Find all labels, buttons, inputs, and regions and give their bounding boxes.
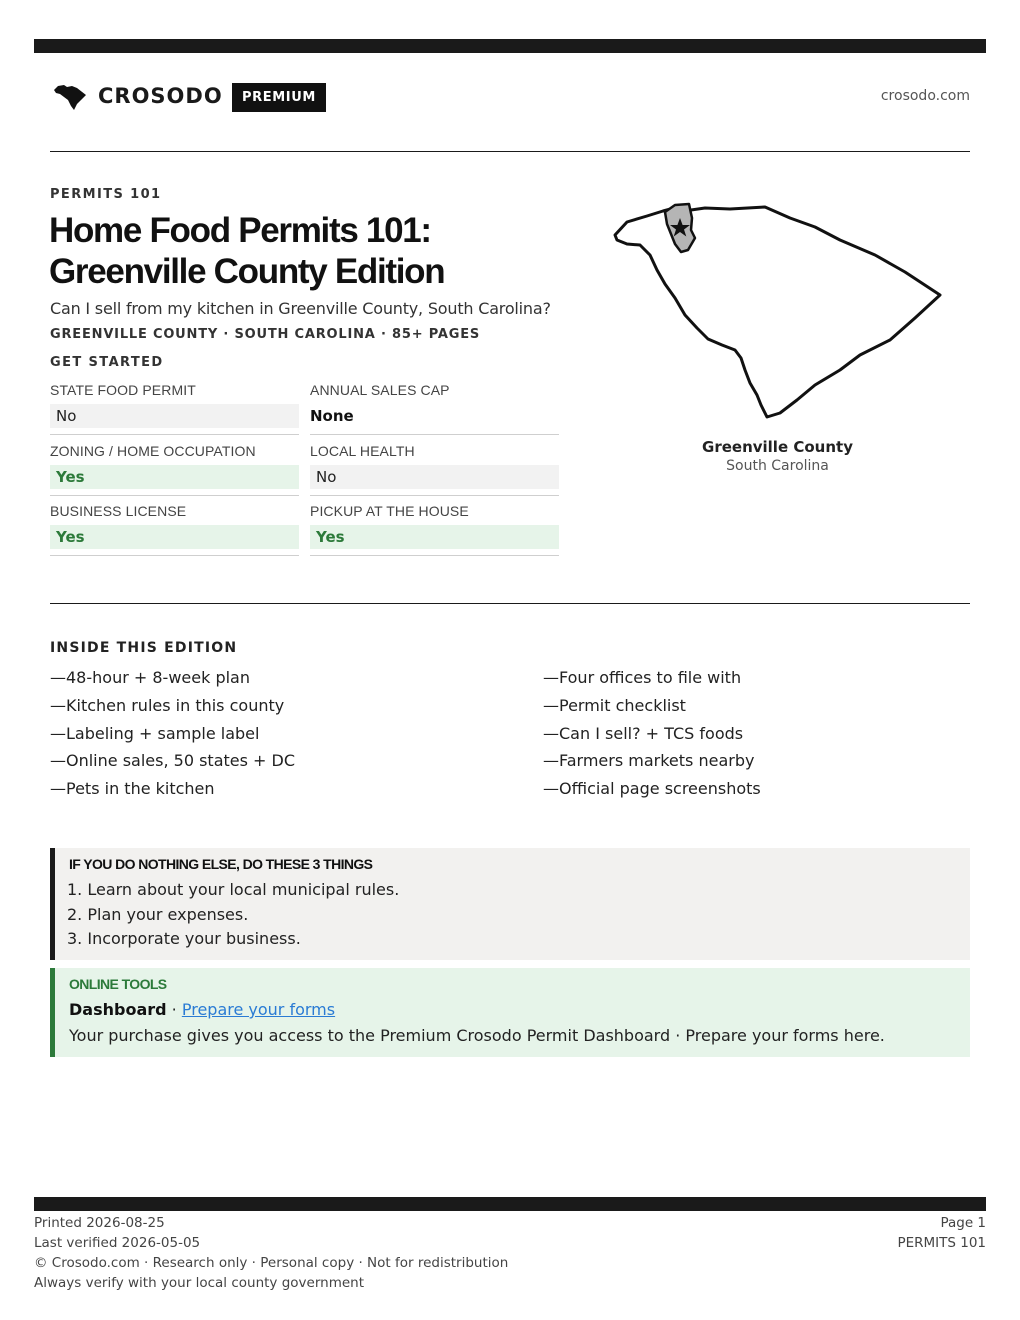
online-tools-heading: ONLINE TOOLS bbox=[69, 976, 167, 992]
online-tools-description: Your purchase gives you access to the Premium Crosodo Permit Dashboard · Prepare your forms here. bbox=[69, 1026, 885, 1045]
fact-label: ANNUAL SALES CAP bbox=[310, 382, 450, 398]
toc-item: —Labeling + sample label bbox=[50, 723, 260, 743]
inside-edition-label: INSIDE THIS EDITION bbox=[50, 640, 238, 656]
header-divider bbox=[50, 151, 970, 152]
toc-item: —Farmers markets nearby bbox=[543, 751, 755, 771]
page-subtitle: Can I sell from my kitchen in Greenville County, South Carolina? bbox=[50, 299, 551, 318]
top-rule-bar bbox=[34, 39, 986, 53]
fact-value: None bbox=[310, 407, 354, 425]
toc-item: —Official page screenshots bbox=[543, 779, 761, 799]
prepare-forms-link[interactable]: Prepare your forms bbox=[181, 1000, 336, 1019]
brand-name: CROSODO bbox=[98, 84, 223, 108]
get-started-label: GET STARTED bbox=[50, 355, 164, 370]
page-title-line-2: Greenville County Edition bbox=[49, 252, 445, 291]
fact-label: BUSINESS LICENSE bbox=[50, 503, 187, 519]
footer-left bbox=[34, 1213, 508, 1293]
map-caption bbox=[650, 438, 905, 474]
do-these-callout bbox=[50, 848, 970, 960]
bottom-rule-bar bbox=[34, 1197, 986, 1211]
fact-business-license bbox=[50, 501, 299, 556]
toc-item: —Can I sell? + TCS foods bbox=[543, 723, 744, 743]
footer-section: PERMITS 101 bbox=[897, 1235, 986, 1251]
fact-pickup bbox=[310, 501, 559, 556]
fact-annual-sales-cap bbox=[310, 380, 559, 435]
footer-verify-note: Always verify with your local county government bbox=[34, 1275, 364, 1291]
do-these-item: 1. Learn about your local municipal rules. bbox=[67, 880, 400, 899]
footer-copyright: © Crosodo.com · Research only · Personal copy · Not for redistribution bbox=[34, 1255, 509, 1271]
fact-value: Yes bbox=[50, 525, 299, 549]
page-meta: GREENVILLE COUNTY · SOUTH CAROLINA · 85+ PAGES bbox=[50, 327, 481, 342]
toc-right-column bbox=[543, 667, 761, 806]
toc-left-column bbox=[50, 667, 295, 806]
footer-printed-date: Printed 2026-08-25 bbox=[34, 1215, 165, 1231]
premium-badge: PREMIUM bbox=[232, 83, 326, 112]
state-map bbox=[605, 200, 950, 425]
south-carolina-silhouette-icon bbox=[52, 82, 88, 112]
fact-label: LOCAL HEALTH bbox=[310, 443, 415, 459]
header bbox=[50, 80, 970, 114]
map-county-name: Greenville County bbox=[702, 438, 853, 456]
toc-item: —Pets in the kitchen bbox=[50, 779, 215, 799]
online-tools-callout bbox=[50, 968, 970, 1057]
site-url[interactable]: crosodo.com bbox=[880, 88, 970, 104]
do-these-heading: IF YOU DO NOTHING ELSE, DO THESE 3 THINGS bbox=[69, 856, 373, 872]
link-separator: · bbox=[166, 1000, 182, 1019]
toc-item: —Kitchen rules in this county bbox=[50, 695, 285, 715]
state-outline bbox=[615, 207, 940, 417]
dashboard-label: Dashboard bbox=[69, 1000, 167, 1019]
fact-value: Yes bbox=[50, 465, 299, 489]
footer-page-number: Page 1 bbox=[940, 1215, 986, 1231]
fact-label: ZONING / HOME OCCUPATION bbox=[50, 443, 256, 459]
fact-value: No bbox=[50, 404, 299, 428]
map-state-name: South Carolina bbox=[726, 458, 829, 474]
fact-label: STATE FOOD PERMIT bbox=[50, 382, 196, 398]
fact-zoning bbox=[50, 441, 299, 496]
toc-item: —Permit checklist bbox=[543, 695, 686, 715]
fact-label: PICKUP AT THE HOUSE bbox=[310, 503, 469, 519]
fact-value: Yes bbox=[310, 525, 559, 549]
fact-local-health bbox=[310, 441, 559, 496]
footer-right bbox=[897, 1213, 986, 1253]
fact-value: No bbox=[310, 465, 559, 489]
toc-item: —48-hour + 8-week plan bbox=[50, 668, 250, 687]
fact-state-food-permit bbox=[50, 380, 299, 435]
page-title-line-1: Home Food Permits 101: bbox=[49, 211, 431, 250]
footer-verified-date: Last verified 2026-05-05 bbox=[34, 1235, 201, 1251]
online-tools-links bbox=[69, 1000, 335, 1019]
page-title bbox=[49, 210, 589, 292]
do-these-item: 2. Plan your expenses. bbox=[67, 905, 249, 924]
do-these-item: 3. Incorporate your business. bbox=[67, 929, 301, 948]
section-divider bbox=[50, 603, 970, 604]
toc-item: —Online sales, 50 states + DC bbox=[50, 751, 296, 771]
section-eyebrow: PERMITS 101 bbox=[50, 187, 162, 202]
toc-item: —Four offices to file with bbox=[543, 668, 742, 687]
